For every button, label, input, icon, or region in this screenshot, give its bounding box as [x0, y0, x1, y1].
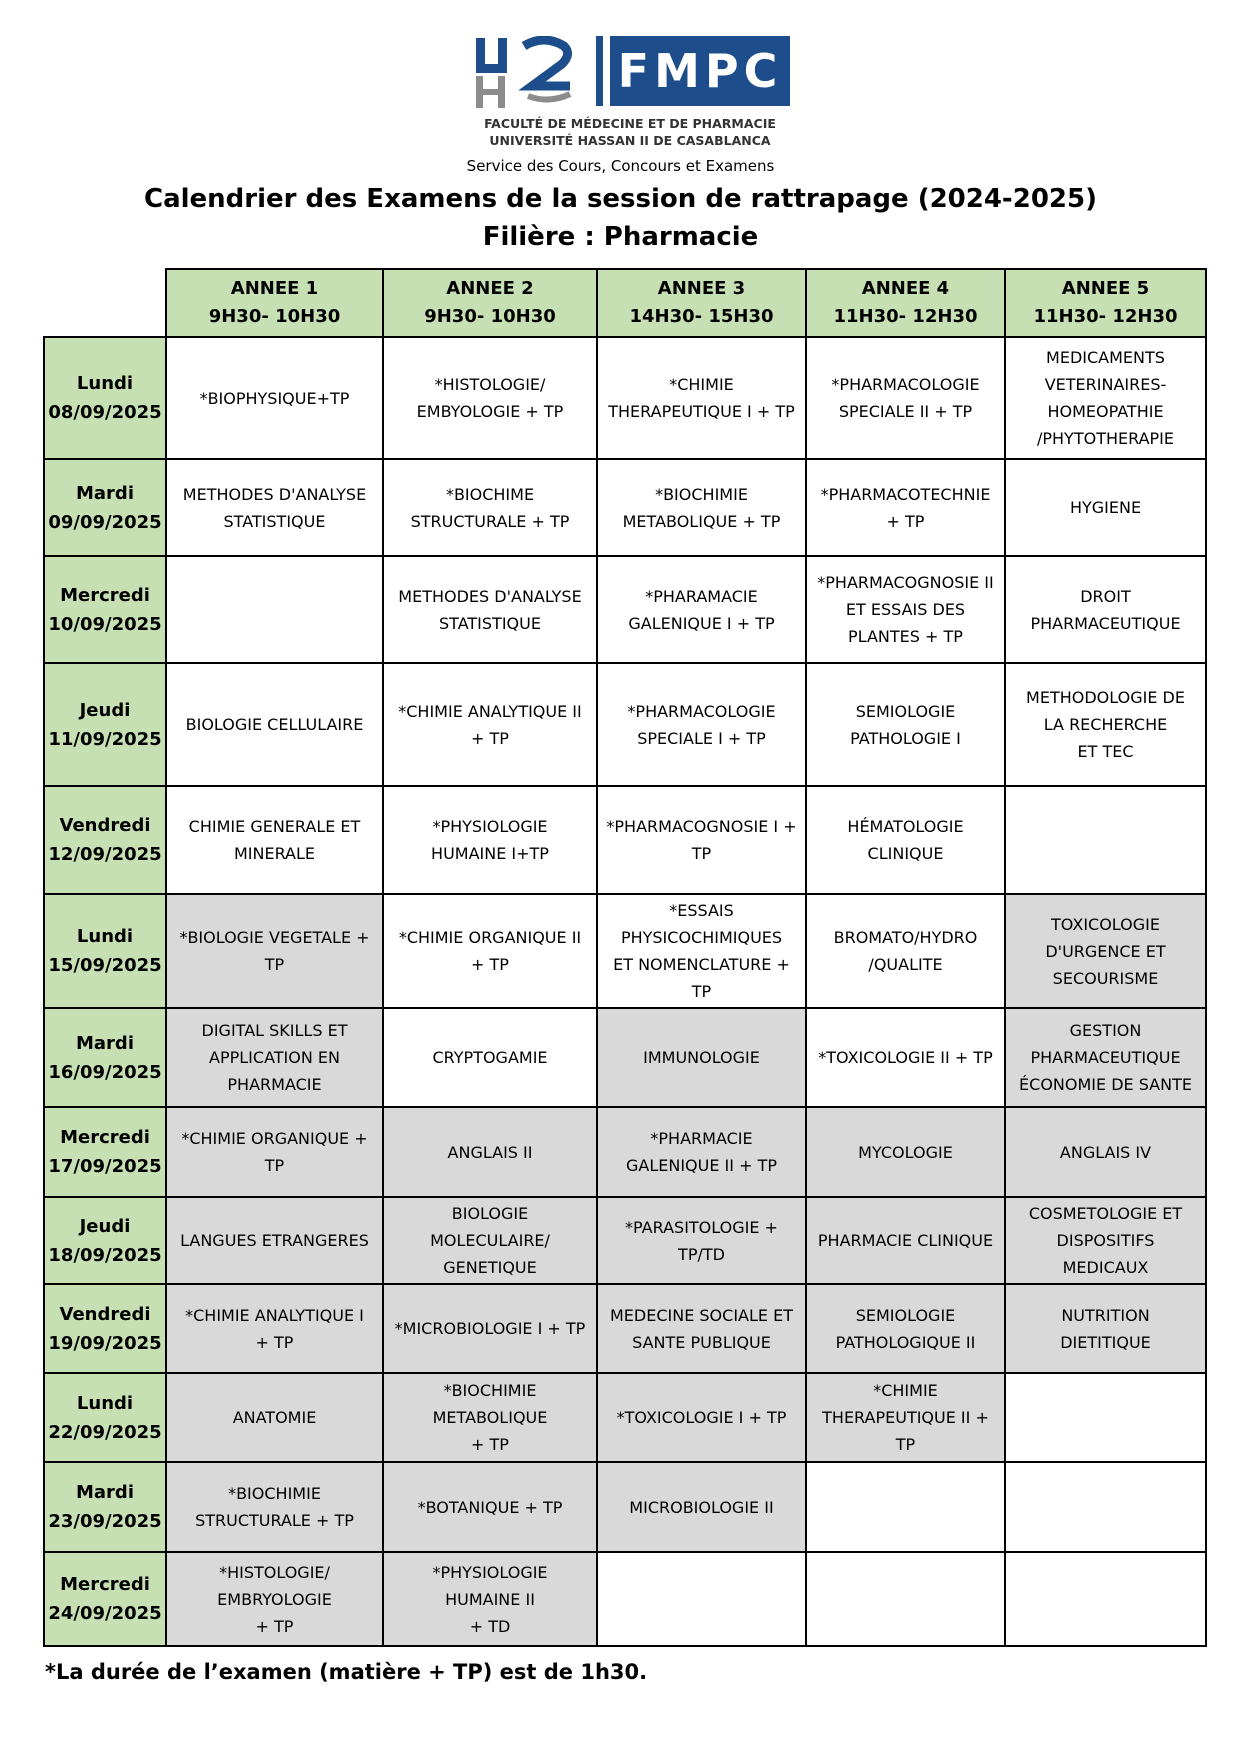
exam-subject: *CHIMIE ANALYTIQUE II + TP	[398, 701, 582, 748]
exam-cell	[1005, 1552, 1206, 1646]
exam-subject: *PHARMACIE GALENIQUE II + TP	[626, 1129, 777, 1175]
year-header	[806, 269, 1005, 337]
exam-cell	[1005, 786, 1206, 894]
exam-cell	[1005, 1462, 1206, 1552]
exam-cell	[806, 1284, 1005, 1373]
table-row	[44, 1373, 1206, 1462]
exam-subject: *MICROBIOLOGIE I + TP	[394, 1319, 586, 1338]
day-cell	[44, 1197, 166, 1284]
exam-cell	[166, 894, 383, 1008]
logo-brand: FMPC	[610, 36, 790, 106]
day-name: Mercredi	[60, 1127, 150, 1148]
exam-subject: *CHIMIE ANALYTIQUE I + TP	[185, 1305, 364, 1352]
day-cell	[44, 1552, 166, 1646]
exam-cell	[1005, 1107, 1206, 1197]
exam-subject: *BIOCHIMIE METABOLIQUE + TP	[432, 1381, 548, 1454]
exam-subject: MEDICAMENTS VETERINAIRES- HOMEOPATHIE /PHYTOTHERAPIE	[1036, 348, 1174, 448]
exam-cell	[597, 337, 806, 459]
exam-subject: *PHYSIOLOGIE HUMAINE I+TP	[431, 817, 549, 863]
exam-subject: HYGIENE	[1069, 498, 1142, 517]
exam-cell	[597, 894, 806, 1008]
exam-subject: CHIMIE GENERALE ET MINERALE	[188, 817, 361, 863]
exam-cell	[806, 1197, 1005, 1284]
exam-cell	[383, 1197, 597, 1284]
logo-separator	[596, 36, 603, 106]
day-name: Vendredi	[59, 815, 151, 836]
exam-cell	[597, 1284, 806, 1373]
exam-subject: MEDECINE SOCIALE ET SANTE PUBLIQUE	[610, 1305, 793, 1352]
exam-subject: *PHYSIOLOGIE HUMAINE II + TD	[432, 1562, 548, 1636]
day-name: Lundi	[76, 1392, 134, 1414]
year-time: 9H30- 10H30	[208, 306, 341, 327]
exam-cell	[1005, 1284, 1206, 1373]
day-name: Mercredi	[60, 1574, 150, 1595]
exam-subject: ANGLAIS II	[447, 1142, 533, 1162]
table-body	[44, 337, 1206, 1646]
exam-cell	[383, 1107, 597, 1197]
exam-cell	[1005, 663, 1206, 786]
exam-subject: METHODOLOGIE DE LA RECHERCHE ET TEC	[1026, 688, 1185, 761]
page-title: Calendrier des Examens de la session de rattrapage (2024-2025)	[144, 184, 1097, 214]
exam-cell	[1005, 1373, 1206, 1462]
exam-calendar-table	[43, 268, 1207, 1647]
exam-cell	[806, 337, 1005, 459]
table-corner	[44, 269, 166, 337]
exam-subject: *PHARMACOTECHNIE + TP	[820, 484, 991, 531]
day-cell	[44, 1373, 166, 1462]
exam-cell	[597, 1008, 806, 1107]
exam-subject: *BIOPHYSIQUE+TP	[199, 388, 350, 408]
exam-cell	[166, 663, 383, 786]
exam-cell	[1005, 1197, 1206, 1284]
exam-subject: IMMUNOLOGIE	[643, 1048, 760, 1067]
day-date: 18/09/2025	[48, 1244, 162, 1266]
exam-cell	[166, 1197, 383, 1284]
exam-subject: SEMIOLOGIE PATHOLOGIQUE II	[835, 1305, 976, 1352]
exam-subject: DROIT PHARMACEUTIQUE	[1030, 586, 1181, 633]
exam-subject: *CHIMIE THERAPEUTIQUE II + TP	[822, 1381, 989, 1454]
table-header-row	[44, 269, 1206, 337]
exam-subject: ANATOMIE	[232, 1408, 317, 1427]
logo-university-name: UNIVERSITÉ HASSAN II DE CASABLANCA	[489, 133, 771, 148]
table-row	[44, 786, 1206, 894]
table-row	[44, 1197, 1206, 1284]
year-time: 14H30- 15H30	[629, 306, 774, 327]
exam-subject: NUTRITION DIETITIQUE	[1060, 1305, 1151, 1352]
exam-subject: *PARASITOLOGIE + TP/TD	[625, 1217, 778, 1264]
exam-cell	[806, 1008, 1005, 1107]
exam-subject: *HISTOLOGIE/ EMBRYOLOGIE + TP	[217, 1562, 332, 1636]
year-label: ANNEE 4	[861, 278, 950, 299]
exam-subject: *CHIMIE ORGANIQUE + TP	[181, 1129, 368, 1175]
exam-cell	[597, 1197, 806, 1284]
table-row	[44, 1107, 1206, 1197]
exam-cell	[166, 1284, 383, 1373]
exam-subject: *BIOCHIMIE METABOLIQUE + TP	[622, 484, 781, 531]
exam-cell	[597, 556, 806, 663]
day-cell	[44, 459, 166, 556]
exam-subject: *TOXICOLOGIE II + TP	[818, 1048, 993, 1067]
exam-subject: CRYPTOGAMIE	[432, 1048, 548, 1067]
exam-subject: *PHARMACOLOGIE SPECIALE I + TP	[627, 701, 776, 748]
day-cell	[44, 556, 166, 663]
exam-cell	[597, 1462, 806, 1552]
day-date: 15/09/2025	[48, 955, 162, 976]
exam-cell	[806, 1107, 1005, 1197]
table-row	[44, 1462, 1206, 1552]
day-date: 19/09/2025	[48, 1332, 162, 1354]
exam-cell	[1005, 556, 1206, 663]
exam-cell	[383, 337, 597, 459]
exam-subject: *PHARMACOGNOSIE II ET ESSAIS DES PLANTES + TP	[817, 573, 994, 646]
day-name: Lundi	[76, 373, 134, 394]
exam-cell	[383, 1373, 597, 1462]
exam-subject: BIOLOGIE CELLULAIRE	[185, 715, 364, 734]
exam-subject: *BIOCHIMIE STRUCTURALE + TP	[195, 1484, 354, 1530]
exam-cell	[806, 663, 1005, 786]
exam-cell	[597, 663, 806, 786]
exam-cell	[166, 556, 383, 663]
exam-cell	[806, 1552, 1005, 1646]
exam-subject: DIGITAL SKILLS ET APPLICATION EN PHARMACIE	[201, 1021, 348, 1094]
table-row	[44, 556, 1206, 663]
exam-subject: *BIOLOGIE VEGETALE + TP	[179, 928, 370, 974]
exam-subject: *PHARMACOGNOSIE I + TP	[606, 817, 797, 863]
exam-subject: PHARMACIE CLINIQUE	[817, 1231, 994, 1250]
service-name: Service des Cours, Concours et Examens	[466, 157, 775, 175]
table-row	[44, 1008, 1206, 1107]
day-date: 08/09/2025	[48, 402, 162, 423]
exam-subject: *CHIMIE ORGANIQUE II + TP	[398, 928, 582, 974]
day-name: Lundi	[76, 926, 134, 947]
day-name: Mardi	[76, 482, 134, 504]
exam-cell	[597, 1107, 806, 1197]
day-cell	[44, 1107, 166, 1197]
exam-subject: LANGUES ETRANGERES	[180, 1231, 369, 1250]
exam-cell	[383, 1008, 597, 1107]
table-row	[44, 894, 1206, 1008]
exam-cell	[806, 786, 1005, 894]
day-name: Vendredi	[59, 1303, 151, 1325]
exam-subject: COSMETOLOGIE ET DISPOSITIFS MEDICAUX	[1028, 1204, 1183, 1277]
exam-cell	[383, 1552, 597, 1646]
year-label: ANNEE 2	[446, 278, 534, 299]
exam-subject: BIOLOGIE MOLECULAIRE/ GENETIQUE	[430, 1204, 550, 1277]
day-cell	[44, 1284, 166, 1373]
table-row	[44, 337, 1206, 459]
day-cell	[44, 786, 166, 894]
year-time: 11H30- 12H30	[1033, 306, 1178, 327]
exam-subject: *PHARMACOLOGIE SPECIALE II + TP	[831, 375, 980, 421]
exam-subject: METHODES D'ANALYSE STATISTIQUE	[398, 586, 582, 633]
exam-cell	[806, 1373, 1005, 1462]
day-name: Jeudi	[79, 1215, 131, 1237]
exam-subject: *BOTANIQUE + TP	[417, 1497, 563, 1517]
day-date: 23/09/2025	[48, 1511, 162, 1532]
day-cell	[44, 1008, 166, 1107]
exam-cell	[597, 459, 806, 556]
exam-subject: *TOXICOLOGIE I + TP	[616, 1408, 787, 1427]
exam-subject: TOXICOLOGIE D'URGENCE ET SECOURISME	[1045, 914, 1166, 988]
footnote: *La durée de l’examen (matière + TP) est de 1h30.	[45, 1660, 648, 1684]
day-date: 16/09/2025	[48, 1061, 162, 1083]
exam-cell	[383, 459, 597, 556]
day-cell	[44, 894, 166, 1008]
exam-cell	[166, 459, 383, 556]
day-name: Jeudi	[79, 699, 131, 721]
exam-subject: MICROBIOLOGIE II	[629, 1497, 774, 1517]
day-date: 17/09/2025	[48, 1156, 162, 1177]
exam-subject: SEMIOLOGIE PATHOLOGIE I	[850, 701, 961, 748]
year-time: 9H30- 10H30	[424, 306, 556, 327]
logo-faculty-name: FACULTÉ DE MÉDECINE ET DE PHARMACIE	[484, 116, 776, 131]
exam-cell	[597, 786, 806, 894]
year-header	[597, 269, 806, 337]
exam-cell	[1005, 1008, 1206, 1107]
exam-cell	[166, 1107, 383, 1197]
exam-cell	[597, 1552, 806, 1646]
exam-subject: *BIOCHIME STRUCTURALE + TP	[410, 484, 570, 531]
exam-cell	[1005, 459, 1206, 556]
fmpc-logo	[470, 32, 790, 148]
exam-subject: HÉMATOLOGIE CLINIQUE	[847, 817, 964, 863]
exam-cell	[806, 459, 1005, 556]
exam-cell	[597, 1373, 806, 1462]
exam-cell	[1005, 894, 1206, 1008]
page-subtitle: Filière : Pharmacie	[482, 222, 759, 252]
table-row	[44, 1552, 1206, 1646]
exam-subject: METHODES D'ANALYSE STATISTIQUE	[182, 484, 367, 531]
day-date: 22/09/2025	[48, 1421, 162, 1443]
table-row	[44, 459, 1206, 556]
exam-cell	[166, 337, 383, 459]
day-date: 09/09/2025	[48, 511, 162, 533]
exam-cell	[806, 556, 1005, 663]
exam-cell	[166, 786, 383, 894]
table-row	[44, 663, 1206, 786]
exam-subject: MYCOLOGIE	[858, 1142, 953, 1162]
exam-cell	[166, 1462, 383, 1552]
exam-cell	[806, 894, 1005, 1008]
exam-subject: *HISTOLOGIE/ EMBYOLOGIE + TP	[416, 375, 564, 421]
year-label: ANNEE 5	[1061, 278, 1150, 299]
day-cell	[44, 337, 166, 459]
exam-cell	[383, 1284, 597, 1373]
exam-cell	[166, 1373, 383, 1462]
day-cell	[44, 1462, 166, 1552]
exam-cell	[383, 1462, 597, 1552]
day-date: 12/09/2025	[48, 844, 162, 865]
exam-subject: *CHIMIE THERAPEUTIQUE I + TP	[608, 375, 795, 421]
day-date: 10/09/2025	[48, 613, 162, 635]
year-time: 11H30- 12H30	[833, 306, 978, 327]
day-name: Mardi	[76, 1032, 134, 1054]
year-header	[383, 269, 597, 337]
day-cell	[44, 663, 166, 786]
day-date: 24/09/2025	[48, 1603, 162, 1624]
exam-cell	[383, 894, 597, 1008]
exam-subject: *ESSAIS PHYSICOCHIMIQUES ET NOMENCLATURE + TP	[613, 901, 790, 1001]
year-label: ANNEE 1	[230, 278, 319, 299]
year-header	[166, 269, 383, 337]
exam-subject: BROMATO/HYDRO /QUALITE	[833, 928, 978, 974]
uh2-emblem-icon	[474, 36, 592, 110]
exam-subject: ANGLAIS IV	[1059, 1142, 1152, 1162]
day-name: Mardi	[76, 1482, 134, 1503]
exam-cell	[1005, 337, 1206, 459]
exam-cell	[806, 1462, 1005, 1552]
exam-cell	[383, 556, 597, 663]
table-row	[44, 1284, 1206, 1373]
exam-cell	[166, 1008, 383, 1107]
year-label: ANNEE 3	[657, 278, 746, 299]
exam-cell	[383, 786, 597, 894]
day-name: Mercredi	[60, 584, 150, 606]
year-header	[1005, 269, 1206, 337]
exam-cell	[383, 663, 597, 786]
day-date: 11/09/2025	[48, 728, 162, 750]
exam-subject: GESTION PHARMACEUTIQUE ÉCONOMIE DE SANTE	[1019, 1021, 1192, 1094]
exam-subject: *PHARAMACIE GALENIQUE I + TP	[628, 586, 775, 633]
exam-cell	[166, 1552, 383, 1646]
